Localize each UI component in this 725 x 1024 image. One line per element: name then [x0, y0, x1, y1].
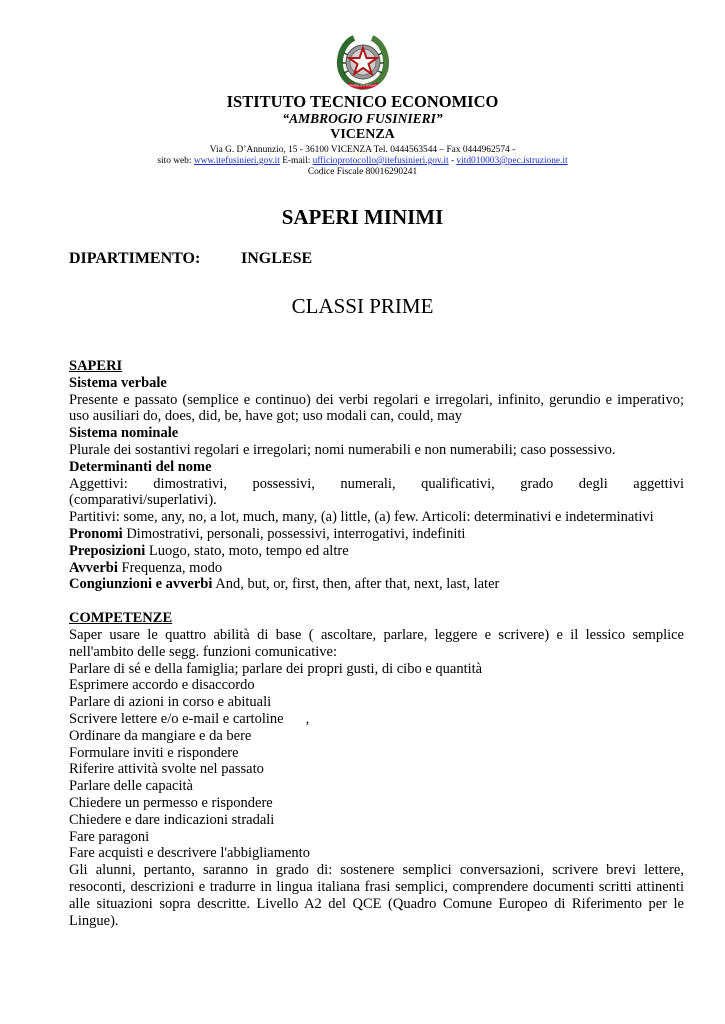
list-item: Riferire attività svolte nel passato — [69, 761, 264, 778]
prepositions-line — [69, 543, 684, 560]
department-label: DIPARTIMENTO: — [69, 250, 201, 267]
conjunctions-title: Congiunzioni e avverbi — [69, 576, 213, 593]
page-title: SAPERI MINIMI — [281, 205, 444, 229]
competenze-intro: Saper usare le quattro abilità di base ( ascoltare, parlare, leggere e scrivere) e il lessico semplice nell'ambito delle segg. funzioni comunicative: — [69, 626, 684, 660]
list-item: Ordinare da mangiare e da bere — [69, 727, 252, 744]
partitives-line: Partitivi: some, any, no, a lot, much, many, (a) little, (a) few. Articoli: determinativi e indeterminativi — [69, 509, 654, 526]
section-gap — [69, 593, 684, 610]
department — [69, 250, 313, 268]
adjectives-line-1: Aggettivi: dimostrativi, possessivi, numerali, qualificativi, grado degli aggettivi — [69, 475, 684, 492]
email-label: E-mail: — [282, 156, 311, 166]
list-item: Chiedere un permesso e rispondere — [69, 794, 273, 811]
pronouns-text: Dimostrativi, personali, possessivi, interrogativi, indefiniti — [122, 525, 466, 542]
prepositions-title: Preposizioni — [69, 542, 146, 559]
contact-separator: - — [450, 156, 455, 166]
verbal-system-title: Sistema verbale — [69, 374, 167, 391]
pec-link[interactable]: vitd010003@pec.istruzione.it — [456, 156, 568, 166]
emblem-ribbon-text: REPVBBLICA ITALIANA — [346, 83, 380, 88]
list-item: Fare paragoni — [69, 828, 150, 845]
pronouns-title: Pronomi — [69, 525, 123, 542]
list-item: Parlare di sé e della famiglia; parlare dei propri gusti, di cibo e quantità — [69, 660, 483, 677]
adjectives-line-2: (comparativi/superlativi). — [69, 492, 217, 509]
adverbs-line — [69, 560, 684, 577]
verbal-system-text: Presente e passato (semplice e continuo) dei verbi regolari e irregolari, infinito, gerundio e imperativo; uso ausiliari do, does, did, be, have got; uso modali can, could, may — [69, 391, 684, 425]
stray-comma: , — [305, 710, 310, 727]
email-link[interactable]: ufficioprotocollo@itefusinieri.gov.it — [312, 156, 449, 166]
list-item: Parlare delle capacità — [69, 778, 193, 795]
conjunctions-line — [69, 576, 684, 593]
institute-title: ISTITUTO TECNICO ECONOMICO — [226, 92, 499, 111]
institute-name: “AMBROGIO FUSINIERI” — [282, 111, 443, 126]
determiners-title: Determinanti del nome — [69, 458, 212, 475]
prepositions-text: Luogo, stato, moto, tempo ed altre — [145, 542, 349, 559]
institute-city: VICENZA — [330, 127, 395, 142]
website-link[interactable]: www.itefusinieri.gov.it — [193, 156, 280, 166]
saperi-heading: SAPERI — [69, 358, 123, 374]
department-value: INGLESE — [241, 250, 313, 267]
institute-address: Via G. D’Annunzio, 15 - 36100 VICENZA Tel. 0444563544 – Fax 0444962574 - — [209, 145, 516, 155]
contact-line — [0, 156, 725, 167]
competenze-conclusion: Gli alunni, pertanto, saranno in grado di: sostenere semplici conversazioni, scrivere brevi lettere, resoconti, descrizioni e tradurre in lingua italiana frasi semplici, comprendere documenti scritti attinenti alle situazioni sopra descritte. Livello A2 del QCE (Quadro Comune Europeo di Riferimento per le Lingue). — [69, 862, 684, 929]
list-item-with-comma — [69, 711, 684, 728]
fiscal-code: Codice Fiscale 80016290241 — [307, 167, 418, 177]
nominal-system-text: Plurale dei sostantivi regolari e irregolari; nomi numerabili e non numerabili; caso possessivo. — [69, 441, 616, 458]
list-item: Scrivere lettere e/o e-mail e cartoline — [69, 710, 284, 727]
list-item: Formulare inviti e rispondere — [69, 744, 239, 761]
web-label: sito web: — [157, 156, 192, 166]
list-item: Chiedere e dare indicazioni stradali — [69, 811, 275, 828]
list-item: Esprimere accordo e disaccordo — [69, 677, 255, 694]
list-item: Fare acquisti e descrivere l'abbigliamento — [69, 845, 310, 862]
pronouns-line — [69, 526, 684, 543]
list-item: Parlare di azioni in corso e abituali — [69, 694, 272, 711]
document-body — [69, 358, 684, 929]
adverbs-text: Frequenza, modo — [117, 559, 223, 576]
nominal-system-title: Sistema nominale — [69, 425, 179, 442]
conjunctions-text: And, but, or, first, then, after that, next, last, later — [212, 576, 500, 593]
competenze-heading: COMPETENZE — [69, 610, 173, 627]
adverbs-title: Avverbi — [69, 559, 118, 576]
classes-title: CLASSI PRIME — [291, 294, 434, 318]
italian-republic-emblem-icon — [336, 33, 390, 91]
